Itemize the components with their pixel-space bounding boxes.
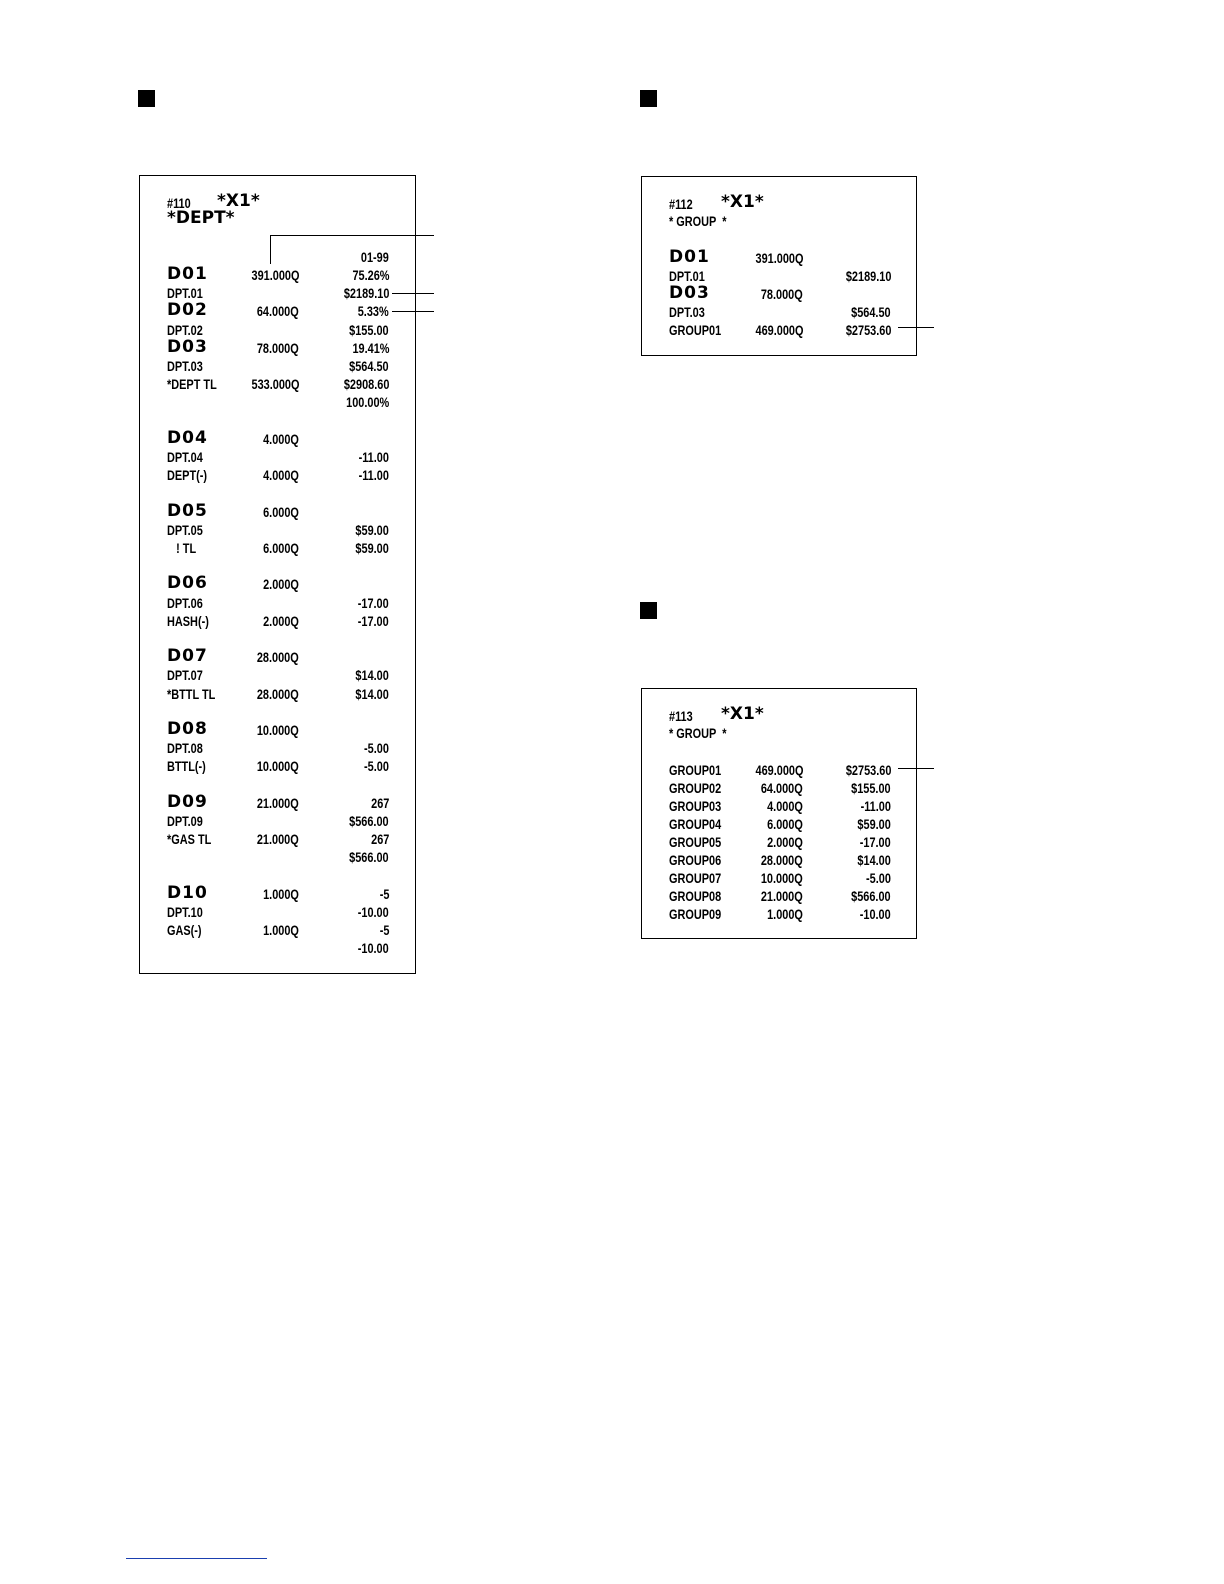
receipt-row xyxy=(167,336,389,357)
receipt-header xyxy=(669,192,909,213)
row-quantity: 2.000Q xyxy=(767,834,803,850)
row-amount: -5.00 xyxy=(364,758,389,775)
row-label: GROUP01 xyxy=(669,762,722,778)
row-amount: $564.50 xyxy=(349,358,389,374)
row-label: DPT.01 xyxy=(167,285,203,302)
row-amount: -10.00 xyxy=(860,906,891,922)
row-label: DPT.01 xyxy=(669,268,705,284)
row-label: *BTTL TL xyxy=(167,685,216,702)
row-amount: $566.00 xyxy=(349,813,389,829)
row-label: *GAS TL xyxy=(167,831,212,848)
row-amount: 267 xyxy=(370,831,389,848)
row-amount: $14.00 xyxy=(355,685,389,702)
receipt-row xyxy=(167,721,389,739)
receipt-row xyxy=(669,303,891,321)
row-quantity: 4.000Q xyxy=(263,467,299,484)
row-quantity: 28.000Q xyxy=(257,649,299,666)
row-label: GROUP08 xyxy=(669,888,722,904)
row-label: D07 xyxy=(167,646,208,667)
row-label: DPT.07 xyxy=(167,667,203,684)
row-quantity: 64.000Q xyxy=(257,303,299,320)
receipt-row xyxy=(167,685,389,703)
row-label: D06 xyxy=(167,573,208,594)
receipt-row xyxy=(669,869,891,887)
row-label: D08 xyxy=(167,719,208,739)
report-mode: *X1* xyxy=(217,191,260,211)
row-label: GROUP09 xyxy=(669,906,722,922)
row-amount: -5 xyxy=(379,885,389,902)
row-amount: $155.00 xyxy=(349,321,389,338)
callout-line-group01-113 xyxy=(898,768,934,769)
callout-line-dept-amount xyxy=(392,293,434,294)
receipt-row xyxy=(167,500,389,521)
report-number: #112 xyxy=(669,196,693,212)
row-quantity: 469.000Q xyxy=(755,322,803,338)
row-quantity: 78.000Q xyxy=(761,286,803,302)
row-amount: -10.00 xyxy=(358,940,389,957)
report-number: #110 xyxy=(167,195,191,211)
receipt-title xyxy=(167,208,407,229)
row-quantity: 1.000Q xyxy=(263,885,299,902)
row-label: D03 xyxy=(167,336,208,357)
row-amount: $59.00 xyxy=(355,540,389,556)
row-amount: -5.00 xyxy=(364,740,389,757)
row-amount: 267 xyxy=(370,794,389,811)
receipt-row xyxy=(167,812,389,830)
row-label: DPT.06 xyxy=(167,594,203,611)
receipt-row xyxy=(167,375,389,393)
receipt-header xyxy=(669,704,909,725)
row-quantity: 4.000Q xyxy=(263,430,299,447)
receipt-row xyxy=(167,739,389,757)
row-amount: $2753.60 xyxy=(845,762,891,778)
row-quantity: 2.000Q xyxy=(263,612,299,629)
row-label: D09 xyxy=(167,791,208,812)
receipt-row xyxy=(167,612,389,630)
receipt-row xyxy=(167,594,389,612)
row-quantity: 391.000Q xyxy=(755,250,803,266)
row-amount: $566.00 xyxy=(851,888,891,904)
row-label: D01 xyxy=(669,247,710,267)
receipt-row xyxy=(167,357,389,375)
row-quantity: 391.000Q xyxy=(251,267,299,283)
row-label: D01 xyxy=(167,264,208,284)
row-amount: -5.00 xyxy=(866,870,891,886)
receipt-row xyxy=(669,905,891,923)
row-label: DPT.08 xyxy=(167,740,203,757)
row-label: GROUP01 xyxy=(669,322,722,338)
group-113-receipt xyxy=(641,688,917,939)
row-quantity: 10.000Q xyxy=(761,870,803,886)
row-amount: -10.00 xyxy=(358,904,389,920)
row-quantity: 1.000Q xyxy=(263,922,299,939)
row-label: GROUP05 xyxy=(669,834,722,850)
dept-range: 01-99 xyxy=(361,249,389,265)
receipt-row xyxy=(167,427,389,448)
row-label: BTTL(-) xyxy=(167,758,206,775)
row-amount: 5.33% xyxy=(358,303,389,320)
row-quantity: 4.000Q xyxy=(767,798,803,814)
row-amount: -11.00 xyxy=(358,449,389,465)
row-amount: 19.41% xyxy=(351,339,389,356)
row-quantity: 533.000Q xyxy=(251,376,299,393)
row-label: GROUP04 xyxy=(669,816,722,832)
row-amount: $155.00 xyxy=(851,780,891,796)
receipt-row xyxy=(669,249,891,267)
receipt-row xyxy=(669,761,891,779)
row-label: DPT.03 xyxy=(669,304,705,320)
receipt-title xyxy=(669,212,909,230)
report-number: #113 xyxy=(669,708,693,724)
row-quantity: 28.000Q xyxy=(761,852,803,868)
receipt-row xyxy=(167,830,389,848)
row-quantity: 6.000Q xyxy=(263,540,299,556)
report-mode: *X1* xyxy=(721,704,764,724)
row-amount: $2189.10 xyxy=(343,285,389,302)
section-marker-group-113 xyxy=(640,602,657,619)
receipt-row xyxy=(167,466,389,484)
receipt-row xyxy=(167,939,389,957)
row-amount: -17.00 xyxy=(358,612,389,629)
receipt-title xyxy=(669,724,909,742)
row-quantity: 21.000Q xyxy=(761,888,803,904)
row-quantity: 21.000Q xyxy=(257,794,299,811)
row-label: GROUP02 xyxy=(669,780,722,796)
row-label: GAS(-) xyxy=(167,922,202,939)
row-label: ! TL xyxy=(167,540,197,556)
receipt-row xyxy=(167,776,389,794)
row-label: DPT.04 xyxy=(167,449,203,465)
report-title: * GROUP * xyxy=(669,213,727,229)
receipt-row xyxy=(167,921,389,939)
row-amount: -11.00 xyxy=(860,798,891,814)
callout-line-percent-vertical xyxy=(270,235,271,264)
row-label: D10 xyxy=(167,882,208,903)
row-amount: 100.00% xyxy=(345,394,389,411)
row-label: GROUP03 xyxy=(669,798,722,814)
footer-rule xyxy=(126,1558,267,1559)
receipt-row xyxy=(167,302,389,320)
group-112-receipt xyxy=(641,176,917,356)
row-amount: -17.00 xyxy=(860,834,891,850)
receipt-row xyxy=(669,851,891,869)
row-quantity: 469.000Q xyxy=(755,762,803,778)
report-mode: *X1* xyxy=(721,192,764,212)
row-quantity: 10.000Q xyxy=(257,758,299,775)
receipt-row xyxy=(669,815,891,833)
receipt-row xyxy=(167,321,389,339)
report-title: * GROUP * xyxy=(669,725,727,741)
row-label: DPT.10 xyxy=(167,904,203,920)
row-amount: $2753.60 xyxy=(845,322,891,338)
receipt-row xyxy=(167,448,389,466)
row-label: D04 xyxy=(167,427,208,448)
row-label: GROUP07 xyxy=(669,870,722,886)
row-label: *DEPT TL xyxy=(167,376,217,393)
callout-line-percent-horizontal xyxy=(270,235,434,236)
row-quantity: 6.000Q xyxy=(767,816,803,832)
row-quantity: 6.000Q xyxy=(263,503,299,520)
row-label: D02 xyxy=(167,300,208,321)
row-label: DEPT(-) xyxy=(167,467,208,484)
row-amount: $564.50 xyxy=(851,304,891,320)
row-label: DPT.09 xyxy=(167,813,203,829)
receipt-row xyxy=(167,848,389,866)
receipt-row xyxy=(167,412,389,430)
row-quantity: 64.000Q xyxy=(761,780,803,796)
row-quantity: 21.000Q xyxy=(257,831,299,848)
receipt-row xyxy=(167,757,389,775)
row-quantity: 1.000Q xyxy=(767,906,803,922)
dept-report-receipt xyxy=(139,175,416,974)
receipt-row xyxy=(167,575,389,593)
callout-line-dept-percent xyxy=(392,311,434,312)
receipt-row xyxy=(167,867,389,885)
receipt-row xyxy=(167,539,389,557)
row-amount: $2908.60 xyxy=(343,376,389,393)
row-label: D05 xyxy=(167,500,208,521)
receipt-row xyxy=(167,484,389,502)
row-amount: $566.00 xyxy=(349,849,389,866)
row-amount: $14.00 xyxy=(857,852,891,868)
row-amount: $59.00 xyxy=(355,521,389,538)
callout-line-group01-112 xyxy=(898,327,934,328)
row-label: DPT.02 xyxy=(167,321,203,338)
report-title: *DEPT* xyxy=(167,208,235,228)
receipt-row xyxy=(167,666,389,684)
row-label: GROUP06 xyxy=(669,852,722,868)
row-quantity: 2.000Q xyxy=(263,576,299,593)
row-amount: 75.26% xyxy=(351,267,389,283)
row-amount: $14.00 xyxy=(355,667,389,684)
receipt-row xyxy=(669,797,891,815)
row-label: HASH(-) xyxy=(167,612,209,629)
row-label: DPT.05 xyxy=(167,521,203,538)
row-quantity: 78.000Q xyxy=(257,339,299,356)
receipt-row xyxy=(167,882,389,903)
row-amount: $59.00 xyxy=(857,816,891,832)
section-marker-group-112 xyxy=(640,90,657,107)
receipt-row xyxy=(669,321,891,339)
row-amount: -17.00 xyxy=(358,594,389,611)
receipt-row xyxy=(167,903,389,921)
receipt-row xyxy=(167,266,389,284)
receipt-row xyxy=(669,833,891,851)
receipt-row xyxy=(167,393,389,411)
row-amount: $2189.10 xyxy=(845,268,891,284)
receipt-row xyxy=(167,648,389,666)
row-label: DPT.03 xyxy=(167,358,203,374)
row-amount: -5 xyxy=(379,922,389,939)
receipt-row xyxy=(669,887,891,905)
row-quantity: 10.000Q xyxy=(257,722,299,738)
row-label: D03 xyxy=(669,283,710,303)
receipt-row xyxy=(669,779,891,797)
row-amount: -11.00 xyxy=(358,467,389,484)
receipt-row xyxy=(669,285,891,303)
receipt-row xyxy=(167,521,389,539)
section-marker-dept xyxy=(138,90,155,107)
row-quantity: 28.000Q xyxy=(257,685,299,702)
receipt-row xyxy=(167,791,389,812)
